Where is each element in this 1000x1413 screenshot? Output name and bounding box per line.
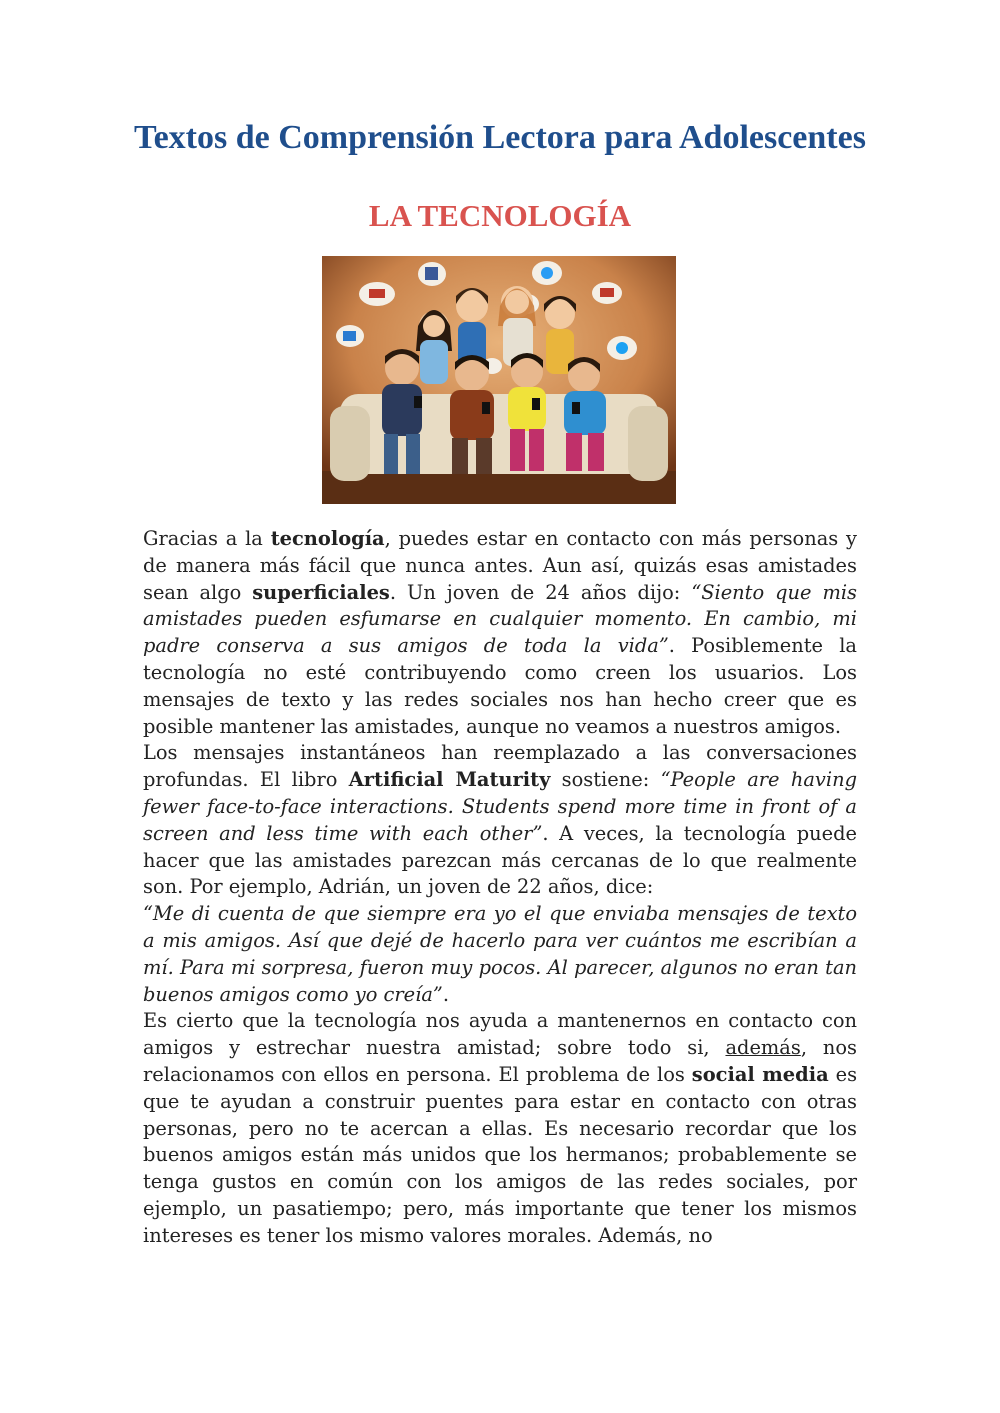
text-segment: Gracias a la xyxy=(143,527,271,550)
text-segment: Es cierto que la tecnología nos ayuda a mantenernos en contacto con amigos y estrechar nuestra amistad; sobre todo si, xyxy=(143,1009,857,1060)
text-segment: , puedes estar en contacto con más personas y de manera más fácil que nunca antes. Aun así, quizás esas amistades sean algo xyxy=(143,527,857,604)
underlined-term: además xyxy=(725,1036,801,1060)
text-segment: . Posiblemente la tecnología no esté contribuyendo como creen los usuarios. Los mensajes de texto y las redes sociales nos han hecho creer que es posible mantener las amistades, aunque no veamos a nuestros amigos. xyxy=(143,634,857,738)
paragraph-4 xyxy=(143,1008,857,1249)
bold-term: superficiales xyxy=(252,580,390,604)
paragraph-3 xyxy=(143,901,857,1008)
text-segment: Los mensajes instantáneos han reemplazado a las conversaciones profundas. El libro xyxy=(143,741,857,792)
page-subtitle: LA TECNOLOGÍA xyxy=(368,198,632,233)
text-segment: . xyxy=(442,982,450,1006)
quote: “Me di cuenta de que siempre era yo el que enviaba mensajes de texto a mis amigos. Así que dejé de hacerlo para ver cuántos me escribían a mí. Para mi sorpresa, fueron muy pocos. Al parecer, algunos no eran tan buenos amigos como yo creía” xyxy=(143,902,857,1006)
bold-term: tecnología xyxy=(270,527,385,550)
quote: “Siento que mis amistades pueden esfumarse en cualquier momento. En cambio, mi padre conserva a sus amigos de toda la vida” xyxy=(143,580,857,658)
paragraph-1 xyxy=(143,526,857,740)
page-title: Textos de Comprensión Lectora para Adolescentes xyxy=(134,119,866,156)
reading-text xyxy=(143,526,857,1250)
text-segment: . A veces, la tecnología puede hacer que las amistades parezcan más cercanas de lo que realmente son. Por ejemplo, Adrián, un joven de 22 años, dice: xyxy=(143,821,857,899)
bold-term: Artificial Maturity xyxy=(348,768,551,792)
text-segment: , nos relacionamos con ellos en persona. El problema de los xyxy=(143,1036,857,1086)
paragraph-2 xyxy=(143,740,857,901)
bold-term: social media xyxy=(691,1062,829,1086)
text-segment: . Un joven de 24 años dijo: xyxy=(389,580,692,604)
quote: “People are having fewer face-to-face interactions. Students spend more time in front of a screen and less time with each other” xyxy=(143,768,857,845)
teens-with-devices-illustration xyxy=(322,256,676,504)
text-segment: sostiene: xyxy=(550,768,661,792)
text-segment: es que te ayudan a construir puentes para estar en contacto con otras personas, pero no te acercan a ellas. Es necesario recordar que los buenos amigos están más unidos que los hermanos; probablemente se tenga gustos en común con los amigos de las redes sociales, por ejemplo, un pasatiempo; pero, más importante que tener los mismos intereses es tener los mismo valores morales. Además, no xyxy=(143,1062,858,1247)
